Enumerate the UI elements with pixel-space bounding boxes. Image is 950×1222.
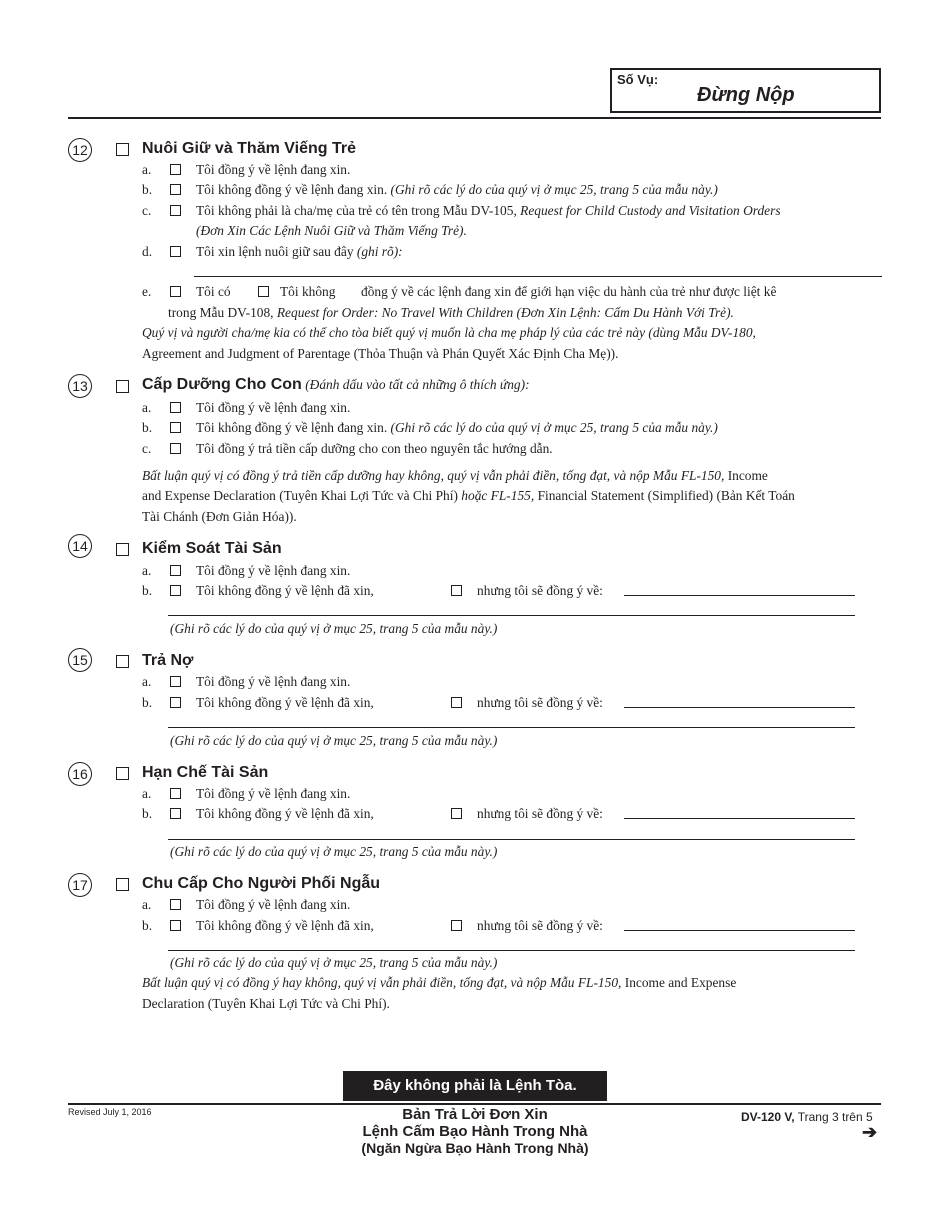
case-number-value: Đừng Nộp xyxy=(697,84,795,106)
item-12a-letter: a. xyxy=(142,162,152,177)
item-16a-checkbox[interactable] xyxy=(170,788,181,799)
item-15b-agree-label: nhưng tôi sẽ đồng ý về: xyxy=(477,695,603,710)
section-13-note-italic: Bất luận quý vị có đồng ý trả tiền cấp dưỡng hay không, quý vị vẫn phải điền, tống đạt, và nộp Mẫu FL-150, xyxy=(142,468,725,483)
footer-title-3: (Ngăn Ngừa Bạo Hành Trong Nhà) xyxy=(361,1140,589,1156)
form-code: DV-120 V, xyxy=(741,1110,795,1124)
item-15b-letter: b. xyxy=(142,695,153,710)
item-12c-text xyxy=(196,203,781,219)
next-page-arrow-icon: ➔ xyxy=(862,1122,878,1142)
item-16b-agree-line[interactable] xyxy=(624,818,855,819)
item-14a-letter: a. xyxy=(142,563,152,578)
item-12c-form-name: Request for Child Custody and Visitation Orders xyxy=(520,203,781,218)
item-13b-letter: b. xyxy=(142,420,153,435)
item-13c-checkbox[interactable] xyxy=(170,443,181,454)
item-15a-letter: a. xyxy=(142,674,152,689)
item-12b-letter: b. xyxy=(142,182,153,197)
section-13-note-line1 xyxy=(142,468,768,484)
item-12d-checkbox[interactable] xyxy=(170,246,181,257)
item-15b-text: Tôi không đồng ý về lệnh đã xin, xyxy=(196,695,374,710)
item-15a-text: Tôi đồng ý về lệnh đang xin. xyxy=(196,674,351,689)
item-12d-letter: d. xyxy=(142,244,153,259)
header-rule xyxy=(68,117,881,119)
item-12b-main: Tôi không đồng ý về lệnh đang xin. xyxy=(196,182,388,197)
section-12-checkbox[interactable] xyxy=(116,143,129,156)
item-13a-text: Tôi đồng ý về lệnh đang xin. xyxy=(196,400,351,415)
item-12e-form-name: Request for Order: No Travel With Children (Đơn Xin Lệnh: Cấm Du Hành Với Trẻ). xyxy=(276,305,734,320)
item-16b-checkbox[interactable] xyxy=(170,808,181,819)
section-13-note-or: hoặc FL-155, xyxy=(461,488,535,503)
section-16-checkbox[interactable] xyxy=(116,767,129,780)
item-12e-yes-checkbox[interactable] xyxy=(170,286,181,297)
item-13c-text: Tôi đồng ý trả tiền cấp dưỡng cho con theo nguyên tắc hướng dẫn. xyxy=(196,441,553,456)
item-13b-note: (Ghi rõ các lý do của quý vị ở mục 25, trang 5 của mẫu này.) xyxy=(390,420,718,435)
item-16b-agree-checkbox[interactable] xyxy=(451,808,462,819)
item-14b-agree-line[interactable] xyxy=(624,595,855,596)
item-13a-letter: a. xyxy=(142,400,152,415)
item-14b-text: Tôi không đồng ý về lệnh đã xin, xyxy=(196,583,374,598)
item-12e-no-label: Tôi không xyxy=(280,284,336,299)
item-12d-text xyxy=(196,244,403,260)
item-16b-agree-label: nhưng tôi sẽ đồng ý về: xyxy=(477,806,603,821)
section-13-note-form-name: and Expense Declaration (Tuyên Khai Lợi Tức và Chi Phí) xyxy=(142,488,458,503)
item-15b-agree-line[interactable] xyxy=(624,707,855,708)
item-14b-checkbox[interactable] xyxy=(170,585,181,596)
section-13-checkbox[interactable] xyxy=(116,380,129,393)
item-13a-checkbox[interactable] xyxy=(170,402,181,413)
section-15-title: Trả Nợ xyxy=(142,652,194,669)
item-13c-letter: c. xyxy=(142,441,152,456)
section-14-number: 14 xyxy=(68,534,92,558)
section-16-note: (Ghi rõ các lý do của quý vị ở mục 25, trang 5 của mẫu này.) xyxy=(170,844,498,859)
item-12e-yes-label: Tôi có xyxy=(196,284,231,299)
section-17-checkbox[interactable] xyxy=(116,878,129,891)
section-15-number: 15 xyxy=(68,648,92,672)
item-12e-line2 xyxy=(168,305,734,321)
section-13-title-row xyxy=(142,376,530,394)
item-12c-checkbox[interactable] xyxy=(170,205,181,216)
section-16-number: 16 xyxy=(68,762,92,786)
revised-date: Revised July 1, 2016 xyxy=(68,1107,152,1117)
item-15b-agree-checkbox[interactable] xyxy=(451,697,462,708)
item-12e-form-ref: trong Mẫu DV-108, xyxy=(168,305,274,320)
item-12e-parentage-form: Agreement and Judgment of Parentage (Thỏa Thuận và Phán Quyết Xác Định Cha Mẹ)). xyxy=(142,346,619,361)
item-13b-main: Tôi không đồng ý về lệnh đang xin. xyxy=(196,420,388,435)
item-17b-answer-line[interactable] xyxy=(168,950,855,951)
item-12c-translation: (Đơn Xin Các Lệnh Nuôi Giữ và Thăm Viếng Trẻ). xyxy=(196,223,467,238)
item-17b-letter: b. xyxy=(142,918,153,933)
section-13-title: Cấp Dưỡng Cho Con xyxy=(142,376,302,393)
item-16b-letter: b. xyxy=(142,806,153,821)
item-12e-no-checkbox[interactable] xyxy=(258,286,269,297)
item-12e-letter: e. xyxy=(142,284,152,299)
section-13-title-note: (Đánh dấu vào tất cả những ô thích ứng): xyxy=(305,377,530,392)
section-14-checkbox[interactable] xyxy=(116,543,129,556)
item-12d-answer-line[interactable] xyxy=(194,276,882,277)
section-17-note2-line1 xyxy=(142,975,736,991)
item-12a-text: Tôi đồng ý về lệnh đang xin. xyxy=(196,162,351,177)
item-14b-agree-label: nhưng tôi sẽ đồng ý về: xyxy=(477,583,603,598)
item-15b-answer-line[interactable] xyxy=(168,727,855,728)
item-12d-main: Tôi xin lệnh nuôi giữ sau đây xyxy=(196,244,354,259)
footer-title-2: Lệnh Cấm Bạo Hành Trong Nhà xyxy=(362,1123,588,1140)
item-15a-checkbox[interactable] xyxy=(170,676,181,687)
item-14b-agree-checkbox[interactable] xyxy=(451,585,462,596)
item-12e-parentage-note: Quý vị và người cha/mẹ kia có thể cho tòa biết quý vị muốn là cha mẹ pháp lý của các trẻ này (dùng Mẫu DV-180, xyxy=(142,325,756,340)
item-13b-text xyxy=(196,420,718,436)
item-17a-text: Tôi đồng ý về lệnh đang xin. xyxy=(196,897,351,912)
item-12a-checkbox[interactable] xyxy=(170,164,181,175)
item-12e-text: đồng ý về các lệnh đang xin để giới hạn việc du hành của trẻ như được liệt kê xyxy=(361,284,777,299)
item-17a-letter: a. xyxy=(142,897,152,912)
item-12d-note: (ghi rõ): xyxy=(356,244,403,259)
not-court-order-banner: Đây không phải là Lệnh Tòa. xyxy=(343,1071,607,1101)
item-17b-text: Tôi không đồng ý về lệnh đã xin, xyxy=(196,918,374,933)
item-16b-answer-line[interactable] xyxy=(168,839,855,840)
footer-rule xyxy=(68,1103,881,1105)
item-16a-text: Tôi đồng ý về lệnh đang xin. xyxy=(196,786,351,801)
item-16a-letter: a. xyxy=(142,786,152,801)
section-13-number: 13 xyxy=(68,374,92,398)
item-17b-agree-checkbox[interactable] xyxy=(451,920,462,931)
section-13-note-line2 xyxy=(142,488,795,504)
item-14a-text: Tôi đồng ý về lệnh đang xin. xyxy=(196,563,351,578)
item-17b-agree-label: nhưng tôi sẽ đồng ý về: xyxy=(477,918,603,933)
item-12b-note: (Ghi rõ các lý do của quý vị ở mục 25, trang 5 của mẫu này.) xyxy=(390,182,718,197)
section-17-number: 17 xyxy=(68,873,92,897)
section-16-title: Hạn Chế Tài Sản xyxy=(142,764,269,781)
form-page-info xyxy=(741,1110,873,1124)
section-17-note2-line2: Declaration (Tuyên Khai Lợi Tức và Chi Phí). xyxy=(142,996,390,1011)
item-12b-checkbox[interactable] xyxy=(170,184,181,195)
section-13-note-form2: Financial Statement (Simplified) (Bản Kết Toán xyxy=(537,488,795,503)
item-14b-answer-line[interactable] xyxy=(168,615,855,616)
section-17-note2-italic: Bất luận quý vị có đồng ý hay không, quý vị vẫn phải điền, tống đạt, và nộp Mẫu FL-150, xyxy=(142,975,622,990)
case-number-label: Số Vụ: xyxy=(617,72,659,87)
item-17b-checkbox[interactable] xyxy=(170,920,181,931)
item-17a-checkbox[interactable] xyxy=(170,899,181,910)
item-15b-checkbox[interactable] xyxy=(170,697,181,708)
section-15-note: (Ghi rõ các lý do của quý vị ở mục 25, trang 5 của mẫu này.) xyxy=(170,733,498,748)
page-number: Trang 3 trên 5 xyxy=(797,1110,873,1124)
section-17-note: (Ghi rõ các lý do của quý vị ở mục 25, trang 5 của mẫu này.) xyxy=(170,955,498,970)
section-12-number: 12 xyxy=(68,138,92,162)
section-17-note2-form: Income and Expense xyxy=(624,975,737,990)
item-14a-checkbox[interactable] xyxy=(170,565,181,576)
section-13-note-form: Income xyxy=(727,468,768,483)
item-12c-letter: c. xyxy=(142,203,152,218)
item-17b-agree-line[interactable] xyxy=(624,930,855,931)
item-12b-text xyxy=(196,182,718,198)
section-14-note: (Ghi rõ các lý do của quý vị ở mục 25, trang 5 của mẫu này.) xyxy=(170,621,498,636)
section-13-note-line3: Tài Chánh (Đơn Giản Hóa)). xyxy=(142,509,297,524)
footer-title-1: Bản Trả Lời Đơn Xin xyxy=(402,1106,548,1123)
item-16b-text: Tôi không đồng ý về lệnh đã xin, xyxy=(196,806,374,821)
section-14-title: Kiểm Soát Tài Sản xyxy=(142,540,282,557)
section-15-checkbox[interactable] xyxy=(116,655,129,668)
item-14b-letter: b. xyxy=(142,583,153,598)
section-12-title: Nuôi Giữ và Thăm Viếng Trẻ xyxy=(142,140,357,157)
item-12c-main: Tôi không phải là cha/mẹ của trẻ có tên trong Mẫu DV-105, xyxy=(196,203,517,218)
item-13b-checkbox[interactable] xyxy=(170,422,181,433)
section-17-title: Chu Cấp Cho Người Phối Ngẫu xyxy=(142,875,381,892)
